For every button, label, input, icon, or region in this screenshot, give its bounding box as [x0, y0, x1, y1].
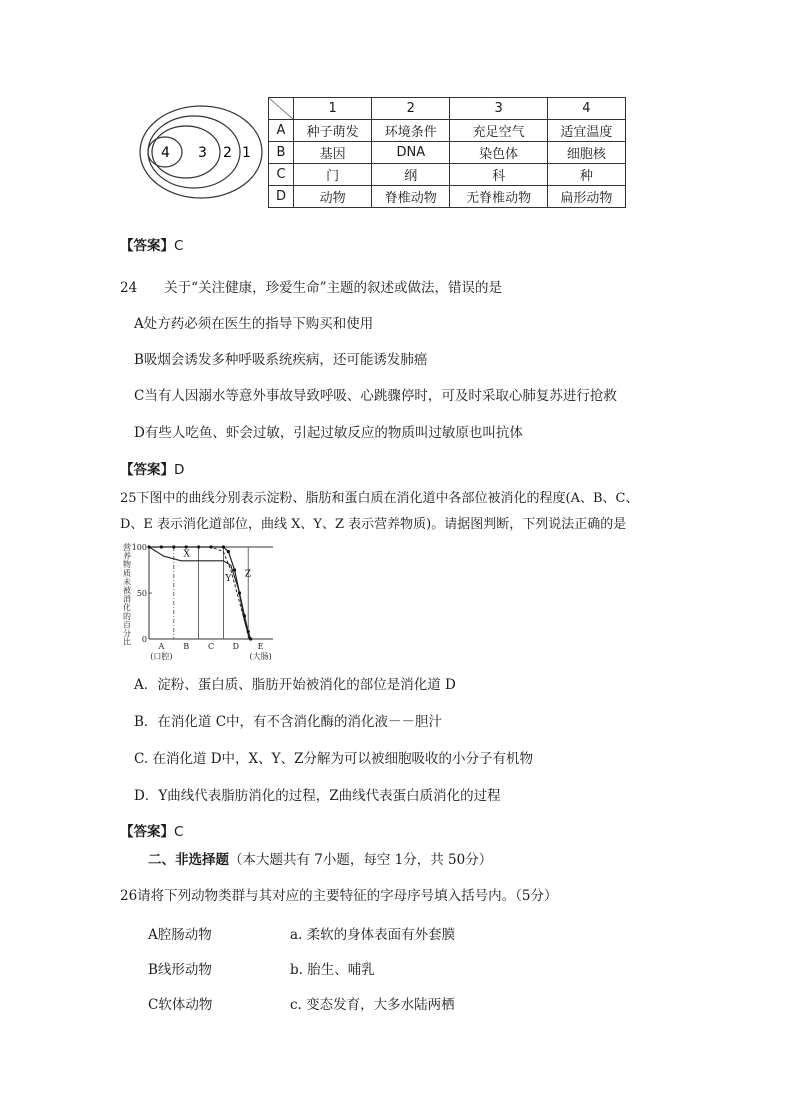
- y-axis-label-char: 未: [123, 577, 131, 587]
- q26-right-item: a. 柔软的身体表面有外套膜: [290, 927, 456, 943]
- table-header-cell: 1: [294, 98, 372, 120]
- x-category-label: A: [158, 642, 165, 651]
- q26-stem: 26请将下列动物类群与其对应的主要特征的字母序号填入括号内。（5分）: [120, 888, 558, 904]
- q26-left-item: C软体动物: [148, 997, 213, 1013]
- q26-left-item: A腔肠动物: [148, 927, 212, 943]
- q25-option-d: D．Y曲线代表脂肪消化的过程，Z曲线代表蛋白质消化的过程: [134, 788, 501, 804]
- table-row: [269, 164, 626, 186]
- table-header-cell: 3: [450, 98, 547, 120]
- x-category-label: B: [183, 642, 190, 651]
- q24-option-d: D有些人吃鱼、虾会过敏，引起过敏反应的物质叫过敏原也叫抗体: [134, 425, 523, 441]
- y-axis-label: [123, 542, 131, 647]
- curve-label-z: Z: [244, 569, 252, 580]
- section2-heading: [148, 848, 492, 868]
- table-cell: 染色体: [450, 142, 547, 164]
- answer-label: 【答案】: [120, 824, 174, 840]
- answer-q25: [120, 820, 183, 840]
- table-corner-cell: [269, 98, 294, 120]
- x-category-note: (口腔): [150, 652, 173, 661]
- table-cell: 基因: [294, 142, 372, 164]
- table-row: [269, 142, 626, 164]
- q24-stem: 24 关于“关注健康，珍爱生命”主题的叙述或做法，错误的是: [120, 280, 502, 296]
- curve-label-x: X: [183, 549, 190, 560]
- row-label: D: [269, 186, 294, 208]
- curve-z-marker: [238, 591, 241, 594]
- answer-label: 【答案】: [120, 238, 174, 254]
- answer-q23: [120, 234, 183, 254]
- y-axis-label-char: 的: [123, 611, 131, 621]
- curve-z-marker: [197, 545, 200, 548]
- table-header-cell: 2: [372, 98, 450, 120]
- table-cell: 扁形动物: [547, 186, 625, 208]
- y-axis-label-char: 百: [123, 620, 131, 630]
- row-label: A: [269, 120, 294, 142]
- table-cell: 无脊椎动物: [450, 186, 547, 208]
- x-category-note: (大肠): [249, 652, 272, 661]
- answer-value: D: [174, 462, 185, 478]
- q26-left-item: B线形动物: [148, 962, 212, 978]
- y-axis-label-char: 营: [123, 543, 131, 552]
- table-cell: 环境条件: [372, 120, 450, 142]
- q25-stem-line2: D、E 表示消化道部位，曲线 X、Y、Z 表示营养物质)。请据图判断，下列说法正确的是: [120, 517, 627, 532]
- table-cell: DNA: [372, 142, 450, 164]
- q25-stem-line1: 25下图中的曲线分别表示淀粉、脂肪和蛋白质在消化道中各部位被消化的程度(A、B、C、: [120, 491, 639, 506]
- table-cell: 适宜温度: [547, 120, 625, 142]
- curve-z-marker: [222, 545, 225, 548]
- row-label: C: [269, 164, 294, 186]
- y-axis-label-char: 分: [123, 629, 131, 638]
- y-tick-label: 100: [131, 543, 147, 552]
- answer-value: C: [174, 824, 184, 840]
- table-cell: 细胞核: [547, 142, 625, 164]
- nested-ellipse-diagram: [138, 100, 266, 208]
- q25-option-a: A．淀粉、蛋白质、脂肪开始被消化的部位是消化道 D: [134, 677, 456, 693]
- venn-label-3: 3: [198, 145, 207, 161]
- curve-z-marker: [147, 545, 150, 548]
- x-category-label: C: [207, 642, 215, 651]
- table-row: [269, 120, 626, 142]
- curve-z-marker: [247, 630, 250, 633]
- table-cell: 门: [294, 164, 372, 186]
- curve-z-marker: [160, 545, 163, 548]
- table-header-cell: 4: [547, 98, 625, 120]
- answer-q24: [120, 458, 184, 478]
- q26-right-item: c. 变态发育，大多水陆两栖: [290, 997, 455, 1013]
- answer-value: C: [174, 238, 184, 254]
- y-tick-label: 50: [136, 589, 147, 598]
- y-tick-label: 0: [141, 635, 147, 644]
- venn-label-2: 2: [223, 145, 232, 161]
- table-cell: 纲: [372, 164, 450, 186]
- curve-z-marker: [209, 545, 212, 548]
- curve-z-marker: [172, 545, 175, 548]
- curve-z-marker: [243, 614, 246, 617]
- q24-option-a: A处方药必须在医生的指导下购买和使用: [134, 316, 374, 332]
- curve-x: [149, 547, 252, 639]
- table-cell: 动物: [294, 186, 372, 208]
- section2-note: （本大题共有 7小题，每空 1分，共 50分）: [229, 852, 493, 868]
- q25-option-b: B．在消化道 C中，有不含消化酶的消化液－－胆汁: [134, 714, 443, 730]
- q24-option-b: B吸烟会诱发多种呼吸系统疾病，还可能诱发肺癌: [134, 352, 428, 368]
- venn-label-1: 1: [242, 145, 251, 161]
- table-cell: 科: [450, 164, 547, 186]
- y-axis-label-char: 物: [123, 560, 131, 570]
- q25-option-c: C. 在消化道 D中，X、Y、Z分解为可以被细胞吸收的小分子有机物: [134, 751, 533, 767]
- table-cell: 种子萌发: [294, 120, 372, 142]
- concept-table: [268, 97, 626, 208]
- curve-z-marker: [185, 545, 188, 548]
- table-header-row: [269, 98, 626, 120]
- y-axis-label-char: 化: [123, 603, 131, 613]
- curve-label-y: Y: [225, 574, 232, 585]
- row-label: B: [269, 142, 294, 164]
- y-axis-label-char: 被: [123, 586, 131, 595]
- y-axis-label-char: 比: [123, 637, 131, 647]
- q26-right-item: b. 胎生、哺乳: [290, 962, 375, 978]
- y-axis-label-char: 养: [123, 551, 131, 561]
- curve-z-marker: [227, 550, 230, 553]
- x-labels: [150, 642, 271, 661]
- table-row: [269, 186, 626, 208]
- x-category-label: D: [232, 642, 240, 651]
- curve-z-marker: [249, 637, 252, 640]
- section2-title: 二、非选择题: [148, 852, 229, 868]
- venn-label-4: 4: [161, 145, 170, 161]
- curves: [147, 545, 252, 640]
- q24-option-c: C当有人因溺水等意外事故导致呼吸、心跳骤停时，可及时采取心肺复苏进行抢救: [134, 388, 617, 404]
- table-cell: 脊椎动物: [372, 186, 450, 208]
- table-cell: 种: [547, 164, 625, 186]
- answer-label: 【答案】: [120, 462, 174, 478]
- digestion-chart: [120, 540, 280, 665]
- y-axis-label-char: 消: [123, 594, 131, 604]
- x-category-label: E: [257, 642, 264, 651]
- curve-z-marker: [233, 568, 236, 571]
- table-cell: 充足空气: [450, 120, 547, 142]
- y-axis-label-char: 质: [123, 568, 131, 578]
